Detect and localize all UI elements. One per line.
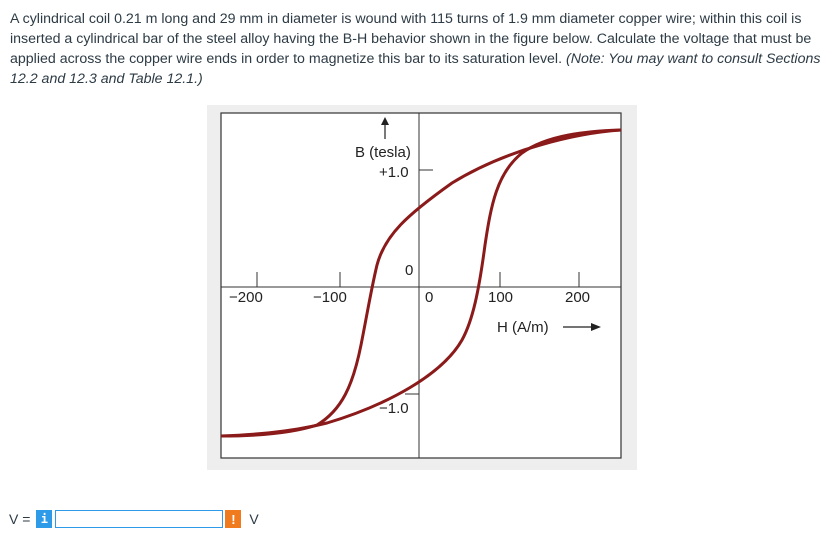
y-tick-label-pos1: +1.0 (379, 164, 409, 181)
info-icon[interactable]: i (36, 510, 52, 528)
warning-icon[interactable]: ! (225, 510, 241, 528)
unit-label: V (249, 511, 259, 527)
answer-label: V = (9, 511, 31, 527)
x-tick-label-100: 100 (488, 289, 514, 306)
y-tick-label-zero: 0 (405, 262, 414, 279)
bh-curve-plot (207, 105, 637, 470)
answer-row (9, 508, 259, 530)
x-tick-label-zero: 0 (425, 289, 434, 306)
bh-hysteresis-figure (207, 105, 637, 470)
x-tick-label-neg100: −100 (313, 289, 347, 306)
problem-note: (Note: You may want to consult Sections 12.2 and 12.3 and Table 12.1.) (10, 51, 821, 87)
h-axis-label: H (A/m) (497, 319, 549, 336)
y-tick-label-neg1: −1.0 (379, 400, 409, 417)
voltage-answer-input[interactable] (55, 510, 223, 528)
x-tick-label-200: 200 (565, 289, 591, 306)
plot-frame (221, 113, 621, 458)
problem-text: A cylindrical coil 0.21 m long and 29 mm in diameter is wound with 115 turns of 1.9 mm diameter copper wire; within this coil is inserted a cylindrical bar of the steel alloy having the B-H behavior shown in the figure below. Calculate the voltage that must be applied across the copper wire ends in order to magnetize this bar to its saturation level. (10, 11, 812, 67)
problem-statement (10, 9, 822, 89)
b-axis-label: B (tesla) (355, 144, 411, 161)
x-tick-label-neg200: −200 (229, 289, 263, 306)
